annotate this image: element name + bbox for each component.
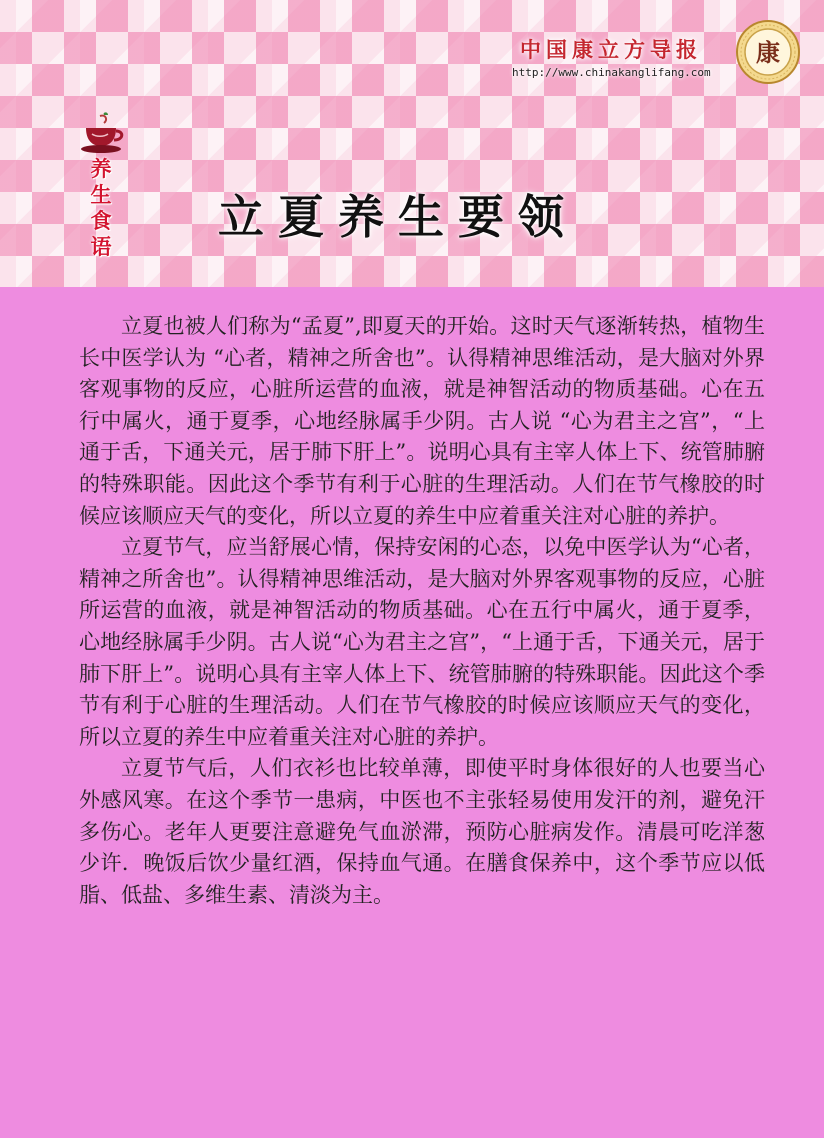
article-paragraph: 立夏节气，应当舒展心情，保持安闲的心态，以免中医学认为“心者，精神之所舍也”。认得精神思维活动，是大脑对外界客观事物的反应，心脏所运营的血液，就是神智活动的物质基础。心在五行中属火，通于夏季，心地经脉属手少阴。古人说“心为君主之宫”，“上通于舌，下通关元，居于肺下肝上”。说明心具有主宰人体上下、统管肺腑的特殊职能。因此这个季节有利于心脏的生理活动。人们在节气橡胶的时候应该顺应天气的变化，所以立夏的养生中应着重关注对心脏的养护。 <box>79 535 765 749</box>
brand-name: 中国康立方导报 <box>520 37 702 62</box>
column-label <box>83 156 119 260</box>
article-body <box>79 311 765 911</box>
column-label-char: 养 <box>90 156 112 181</box>
column-label-char: 语 <box>90 234 112 259</box>
article-paragraph: 立夏也被人们称为“孟夏”,即夏天的开始。这时天气逐渐转热，植物生长中医学认为 “心者，精神之所舍也”。认得精神思维活动，是大脑对外界客观事物的反应，心脏所运营的血液，就是神智活动的物质基础。心在五行中属火，通于夏季，心地经脉属手少阴。古人说 “心为君主之宫”，“上通于舌，下通关元，居于肺下肝上”。说明心具有主宰人体上下、统管肺腑的特殊职能。因此这个季节有利于心脏的生理活动。人们在节气橡胶的时候应该顺应天气的变化，所以立夏的养生中应着重关注对心脏的养护。 <box>79 314 765 528</box>
teacup-icon <box>78 112 128 154</box>
svg-text:康: 康 <box>756 38 780 67</box>
article-paragraph: 立夏节气后，人们衣衫也比较单薄，即使平时身体很好的人也要当心外感风寒。在这个季节一患病，中医也不主张轻易使用发汗的剂，避免汗多伤心。老年人更要注意避免气血淤滞，预防心脏病发作。清晨可吃洋葱少许．晚饭后饮少量红酒，保持血气通。在膳食保养中，这个季节应以低脂、低盐、多维生素、清淡为主。 <box>79 756 765 907</box>
seal-logo-icon <box>735 19 801 85</box>
column-label-char: 食 <box>90 208 112 233</box>
page-title: 立夏养生要领 <box>218 190 578 244</box>
header-banner <box>0 0 824 287</box>
website-url[interactable]: http://www.chinakanglifang.com <box>512 66 711 79</box>
column-label-char: 生 <box>90 182 112 207</box>
content-area <box>0 287 824 1138</box>
